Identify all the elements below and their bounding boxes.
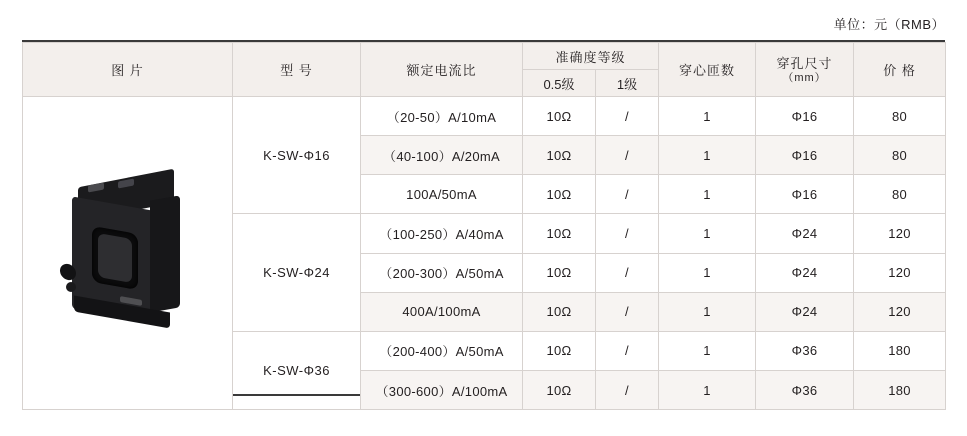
header-model: 型 号 bbox=[233, 43, 361, 97]
ratio-cell: （40-100）A/20mA bbox=[361, 136, 523, 175]
accuracy05-cell: 10Ω bbox=[523, 97, 596, 136]
model-cell: K-SW-Φ24 bbox=[233, 214, 361, 332]
current-transformer-icon bbox=[64, 178, 192, 328]
hole-cell: Φ16 bbox=[756, 136, 854, 175]
accuracy1-cell: / bbox=[596, 253, 659, 292]
accuracy1-cell: / bbox=[596, 331, 659, 371]
hole-cell: Φ16 bbox=[756, 97, 854, 136]
header-hole-size-unit: （mm） bbox=[782, 72, 827, 85]
ratio-cell: （300-600）A/100mA bbox=[361, 371, 523, 410]
header-image: 图 片 bbox=[23, 43, 233, 97]
turns-cell: 1 bbox=[659, 97, 756, 136]
hole-cell: Φ24 bbox=[756, 292, 854, 331]
accuracy1-cell: / bbox=[596, 371, 659, 410]
product-photo bbox=[23, 97, 232, 409]
spec-table-container bbox=[22, 42, 945, 410]
price-cell: 120 bbox=[854, 214, 946, 254]
ratio-cell: （200-300）A/50mA bbox=[361, 253, 523, 292]
ratio-cell: （100-250）A/40mA bbox=[361, 214, 523, 254]
accuracy1-cell: / bbox=[596, 97, 659, 136]
header-accuracy-1: 1级 bbox=[596, 70, 659, 97]
price-cell: 180 bbox=[854, 331, 946, 371]
accuracy05-cell: 10Ω bbox=[523, 253, 596, 292]
header-turns: 穿心匝数 bbox=[659, 43, 756, 97]
header-accuracy-class: 准确度等级 bbox=[523, 43, 659, 70]
accuracy05-cell: 10Ω bbox=[523, 371, 596, 410]
ratio-cell: 100A/50mA bbox=[361, 175, 523, 214]
hole-cell: Φ36 bbox=[756, 371, 854, 410]
price-cell: 180 bbox=[854, 371, 946, 410]
ratio-cell: （20-50）A/10mA bbox=[361, 97, 523, 136]
accuracy05-cell: 10Ω bbox=[523, 292, 596, 331]
ratio-cell: 400A/100mA bbox=[361, 292, 523, 331]
table-head bbox=[23, 43, 946, 97]
header-row-1 bbox=[23, 43, 946, 70]
hole-cell: Φ36 bbox=[756, 331, 854, 371]
model-cell: K-SW-Φ16 bbox=[233, 97, 361, 214]
product-photo-cell bbox=[23, 97, 233, 410]
accuracy05-cell: 10Ω bbox=[523, 136, 596, 175]
turns-cell: 1 bbox=[659, 292, 756, 331]
price-cell: 80 bbox=[854, 175, 946, 214]
accuracy1-cell: / bbox=[596, 214, 659, 254]
header-rated-current-ratio: 额定电流比 bbox=[361, 43, 523, 97]
price-cell: 80 bbox=[854, 97, 946, 136]
header-hole-size bbox=[756, 43, 854, 97]
accuracy1-cell: / bbox=[596, 136, 659, 175]
table-row bbox=[23, 97, 946, 136]
header-hole-size-main: 穿孔尺寸 bbox=[776, 56, 833, 72]
accuracy05-cell: 10Ω bbox=[523, 175, 596, 214]
header-price: 价 格 bbox=[854, 43, 946, 97]
hole-cell: Φ16 bbox=[756, 175, 854, 214]
accuracy1-cell: / bbox=[596, 175, 659, 214]
accuracy1-cell: / bbox=[596, 292, 659, 331]
price-cell: 120 bbox=[854, 292, 946, 331]
accuracy05-cell: 10Ω bbox=[523, 214, 596, 254]
header-accuracy-05: 0.5级 bbox=[523, 70, 596, 97]
ratio-cell: （200-400）A/50mA bbox=[361, 331, 523, 371]
turns-cell: 1 bbox=[659, 175, 756, 214]
turns-cell: 1 bbox=[659, 253, 756, 292]
table-body bbox=[23, 97, 946, 410]
hole-cell: Φ24 bbox=[756, 214, 854, 254]
turns-cell: 1 bbox=[659, 136, 756, 175]
spec-table bbox=[22, 42, 946, 410]
hole-cell: Φ24 bbox=[756, 253, 854, 292]
model-cell: K-SW-Φ36 bbox=[233, 331, 361, 410]
unit-note: 单位：元（RMB） bbox=[833, 17, 945, 32]
turns-cell: 1 bbox=[659, 214, 756, 254]
price-cell: 80 bbox=[854, 136, 946, 175]
turns-cell: 1 bbox=[659, 371, 756, 410]
accuracy05-cell: 10Ω bbox=[523, 331, 596, 371]
price-cell: 120 bbox=[854, 253, 946, 292]
turns-cell: 1 bbox=[659, 331, 756, 371]
